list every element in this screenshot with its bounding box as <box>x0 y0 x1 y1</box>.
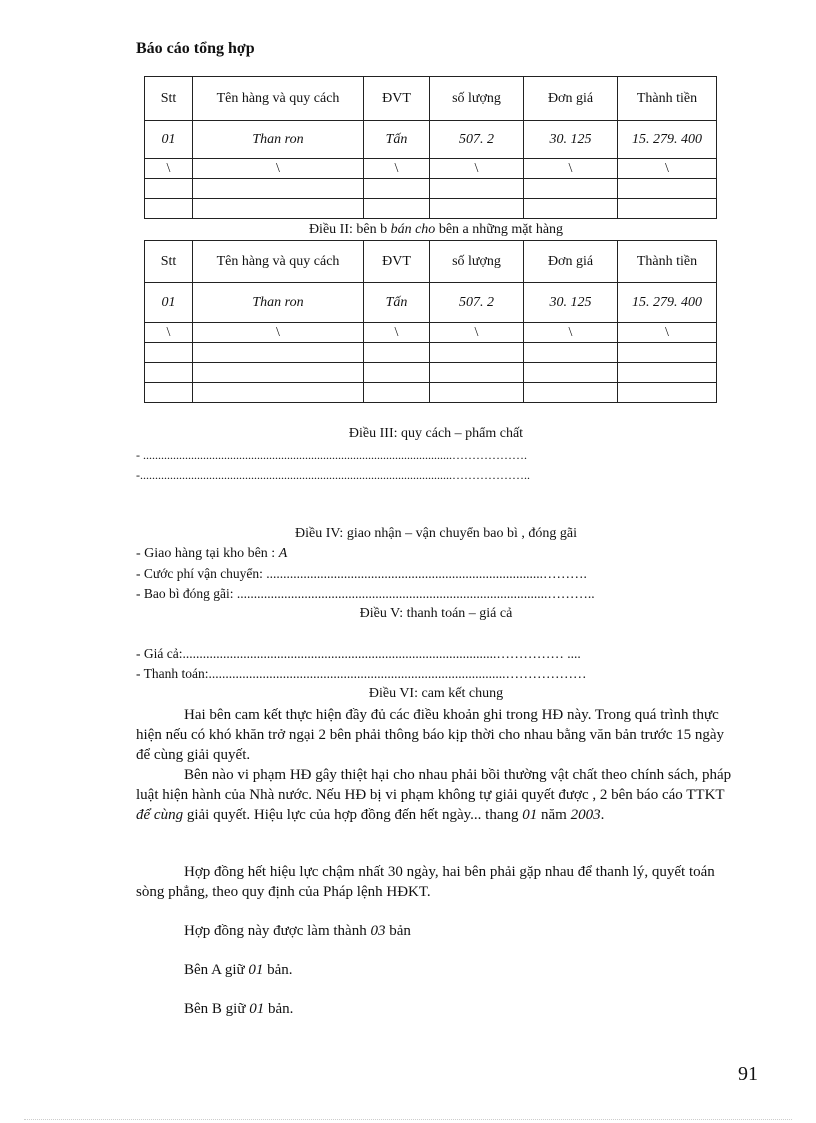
article-2-heading: Điều II: bên b bán cho bên a những mặt hàng <box>308 222 564 237</box>
table-cell: \ <box>364 159 430 179</box>
article-4-heading: Điều IV: giao nhận – vận chuyển bao bì , đóng gãi <box>294 526 577 541</box>
copies-statement: Hợp đồng này được làm thành 03 bản <box>184 923 411 939</box>
table-cell: \ <box>430 323 524 343</box>
table-cell: 507. 2 <box>430 283 524 323</box>
table-row-empty <box>145 179 717 199</box>
article-3-line-1: - .......................................................................................................………………. <box>136 448 527 462</box>
table-cell: Than ron <box>193 121 364 159</box>
article-3-heading: Điều III: quy cách – phẩm chất <box>348 426 524 441</box>
table-row-empty <box>145 383 717 403</box>
article-5-line-2: - Thanh toán:........................................................................................……………… <box>136 666 587 681</box>
summary-table-1 <box>144 76 717 219</box>
col-header-unit: ĐVT <box>364 77 430 121</box>
table-row-empty <box>145 199 717 219</box>
table-cell: \ <box>193 323 364 343</box>
col-header-quantity: số lượng <box>430 77 524 121</box>
table-cell: \ <box>145 159 193 179</box>
table-row-empty <box>145 363 717 383</box>
table-cell: Tấn <box>364 283 430 323</box>
col-header-quantity: số lượng <box>430 241 524 283</box>
table-cell: \ <box>145 323 193 343</box>
table-cell: 01 <box>145 121 193 159</box>
table-row <box>145 121 717 159</box>
summary-table-2 <box>144 240 717 403</box>
col-header-price: Đơn giá <box>524 77 618 121</box>
commitment-paragraph-1: Hai bên cam kết thực hiện đầy đủ các điều khoản ghi trong HĐ này. Trong quá trình thực hiện nếu có khó khăn trở ngại 2 bên phải thông báo kịp thời cho nhau bằng văn bản trước 15 ngày để cùng giải quyết. <box>136 707 725 763</box>
article-4-line-2: - Cước phí vận chuyển: ..................................................................................………. <box>136 566 587 581</box>
table-header-row <box>145 77 717 121</box>
table-row <box>145 283 717 323</box>
table-cell: 30. 125 <box>524 121 618 159</box>
table-cell: \ <box>618 159 717 179</box>
table-row-empty <box>145 343 717 363</box>
col-header-item: Tên hàng và quy cách <box>193 77 364 121</box>
table-cell: 507. 2 <box>430 121 524 159</box>
page-title: Báo cáo tổng hợp <box>136 40 255 57</box>
article-6-heading: Điều VI: cam kết chung <box>368 686 504 701</box>
article-5-heading: Điều V: thanh toán – giá cả <box>359 606 513 621</box>
table-cell: Than ron <box>193 283 364 323</box>
table-header-row <box>145 241 717 283</box>
col-header-total: Thành tiền <box>618 241 717 283</box>
table-cell: \ <box>193 159 364 179</box>
table-cell: \ <box>524 323 618 343</box>
table-cell: 30. 125 <box>524 283 618 323</box>
article-5-line-1: - Giá cả:.............................................................................................…………… .... <box>136 646 581 661</box>
article-4-line-3: - Bao bì đóng gãi: ............................................................................................……….. <box>136 586 595 601</box>
table-row <box>145 159 717 179</box>
commitment-paragraph-3: Hợp đồng hết hiệu lực chậm nhất 30 ngày, hai bên phải gặp nhau để thanh lý, quyết toán sòng phẳng, theo quy định của Pháp lệnh HĐKT. <box>136 864 715 900</box>
col-header-price: Đơn giá <box>524 241 618 283</box>
table-cell: Tấn <box>364 121 430 159</box>
party-b-copies: Bên B giữ 01 bản. <box>184 1001 294 1017</box>
page-bottom-divider <box>24 1119 792 1120</box>
article-3-line-2: -........................................................................................................……………….. <box>136 468 530 482</box>
table-cell: \ <box>524 159 618 179</box>
col-header-stt: Stt <box>145 77 193 121</box>
table-cell: 15. 279. 400 <box>618 283 717 323</box>
col-header-item: Tên hàng và quy cách <box>193 241 364 283</box>
col-header-stt: Stt <box>145 241 193 283</box>
party-a-copies: Bên A giữ 01 bản. <box>184 962 293 978</box>
table-cell: 01 <box>145 283 193 323</box>
col-header-total: Thành tiền <box>618 77 717 121</box>
commitment-paragraph-2: Bên nào vi phạm HĐ gây thiệt hại cho nhau phải bồi thường vật chất theo chính sách, pháp luật hiện hành của Nhà nước. Nếu HĐ bị vi phạm không tự giải quyết được , 2 bên báo cáo TTKT để cùng giải quyết. Hiệu lực của hợp đồng đến hết ngày... thang 01 năm 2003. <box>136 767 732 823</box>
page-number: 91 <box>738 1063 758 1085</box>
table-cell: \ <box>618 323 717 343</box>
table-cell: \ <box>430 159 524 179</box>
table-cell: 15. 279. 400 <box>618 121 717 159</box>
table-cell: \ <box>364 323 430 343</box>
table-row <box>145 323 717 343</box>
article-4-line-1: - Giao hàng tại kho bên : A <box>136 546 288 561</box>
col-header-unit: ĐVT <box>364 241 430 283</box>
